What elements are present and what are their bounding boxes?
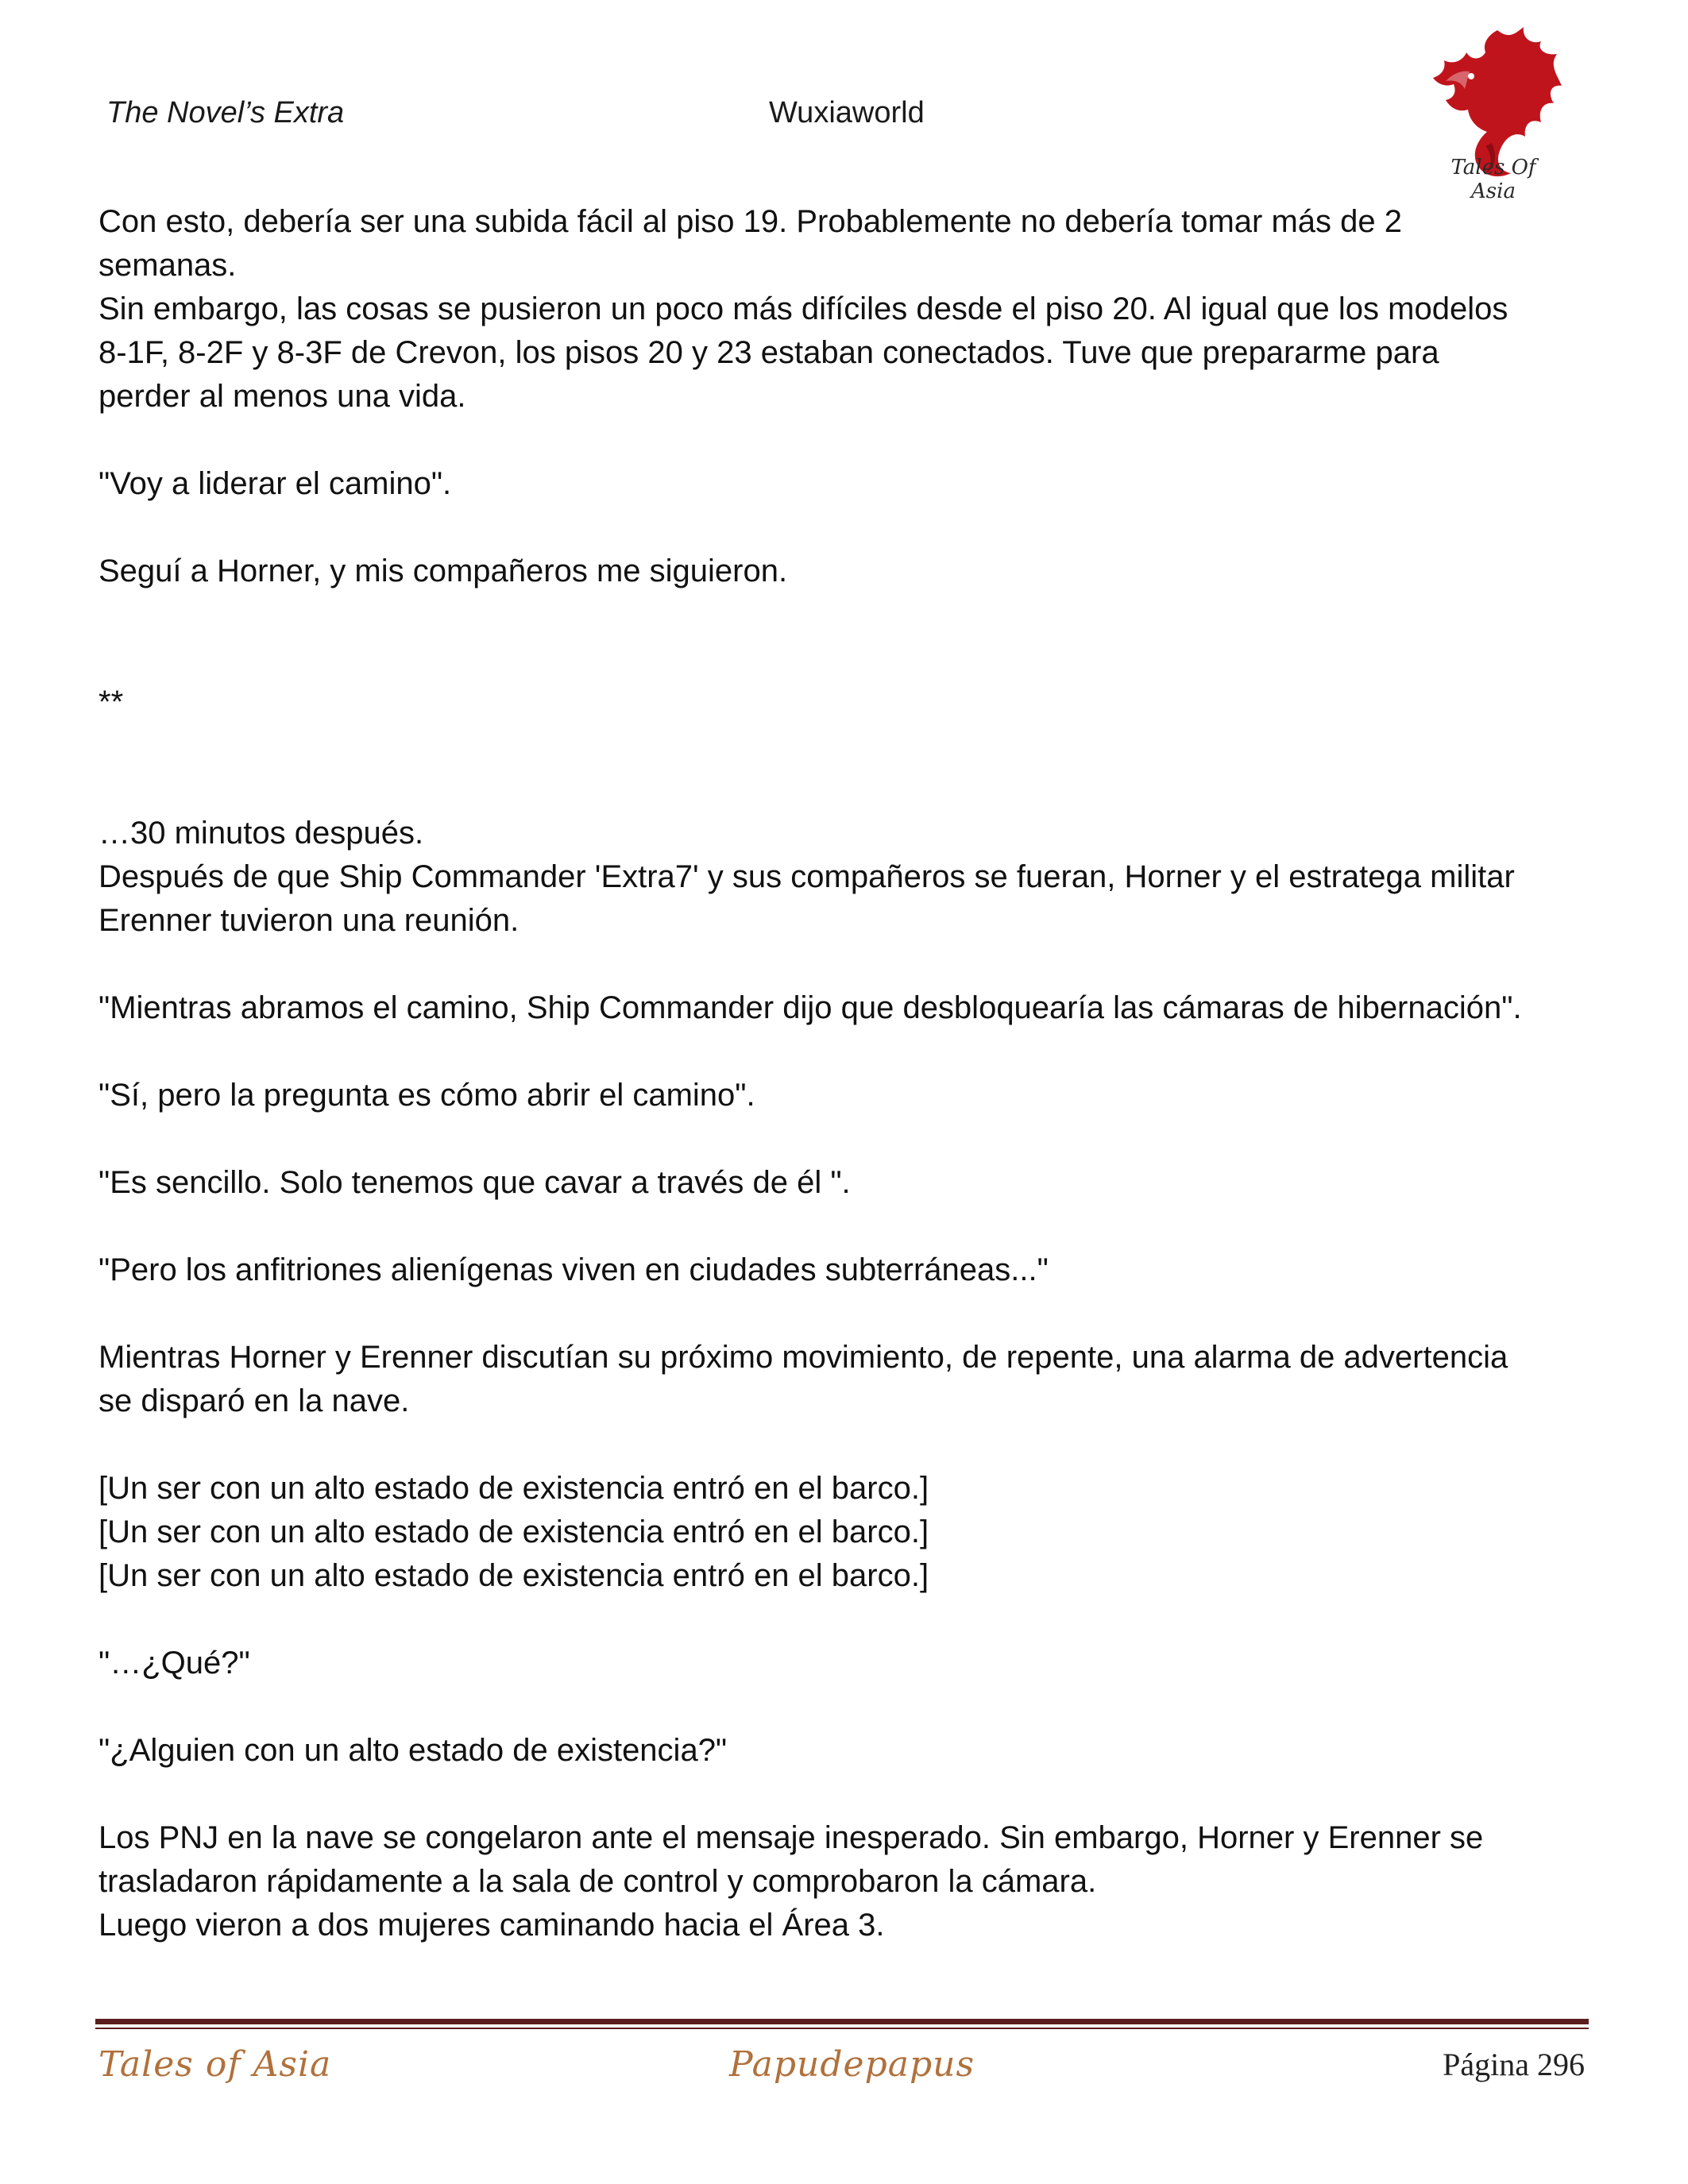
logo-caption: Tales Of Asia <box>1450 156 1536 203</box>
paragraph: "Voy a liderar el camino". <box>98 466 452 501</box>
book-title: The Novel’s Extra <box>106 96 345 129</box>
paragraph: "Pero los anfitriones alienígenas viven en ciudades subterráneas..." <box>98 1252 1049 1287</box>
paragraph: "Mientras abramos el camino, Ship Commander dijo que desbloquearía las cámaras de hibernación". <box>98 990 1522 1025</box>
chapter-body <box>98 200 1592 1947</box>
footer-publisher: Tales of Asia <box>98 2044 332 2085</box>
footer-translator: Papudepapus <box>729 2044 975 2085</box>
paragraph: "Sí, pero la pregunta es cómo abrir el camino". <box>98 1078 755 1113</box>
system-message: [Un ser con un alto estado de existencia entró en el barco.] [Un ser con un alto estado de existencia entró en el barco.] [Un ser con un alto estado de existencia entró en el barco.] <box>98 1471 929 1593</box>
paragraph: Seguí a Horner, y mis compañeros me siguieron. <box>98 554 788 588</box>
scene-break: ** <box>98 685 124 720</box>
paragraph: …30 minutos después. Después de que Ship Commander 'Extra7' y sus compañeros se fueran, Horner y el estratega militar Erenner tuvieron una reunión. <box>98 816 1515 938</box>
footer-rule-thin <box>95 2028 1589 2029</box>
paragraph: Los PNJ en la nave se congelaron ante el mensaje inesperado. Sin embargo, Horner y Erenner se trasladaron rápidamente a la sala de control y comprobaron la cámara. Luego vieron a dos mujeres caminando hacia el Área 3. <box>98 1820 1484 1943</box>
paragraph: Mientras Horner y Erenner discutían su próximo movimiento, de repente, una alarma de advertencia se disparó en la nave. <box>98 1340 1508 1418</box>
paragraph: "¿Alguien con un alto estado de existencia?" <box>98 1733 728 1768</box>
page-number: Página 296 <box>1443 2047 1585 2082</box>
paragraph: "…¿Qué?" <box>98 1646 250 1680</box>
footer-rule <box>95 2019 1589 2024</box>
paragraph: Con esto, debería ser una subida fácil al piso 19. Probablemente no debería tomar más de 2 semanas. Sin embargo, las cosas se pusieron un poco más difíciles desde el piso 20. Al igual que los modelos 8-1F, 8-2F y 8-3F de Crevon, los pisos 20 y 23 estaban conectados. Tuve que prepararme para perder al menos una vida. <box>98 204 1508 414</box>
site-name: Wuxiaworld <box>769 96 925 129</box>
paragraph: "Es sencillo. Solo tenemos que cavar a través de él ". <box>98 1165 851 1200</box>
